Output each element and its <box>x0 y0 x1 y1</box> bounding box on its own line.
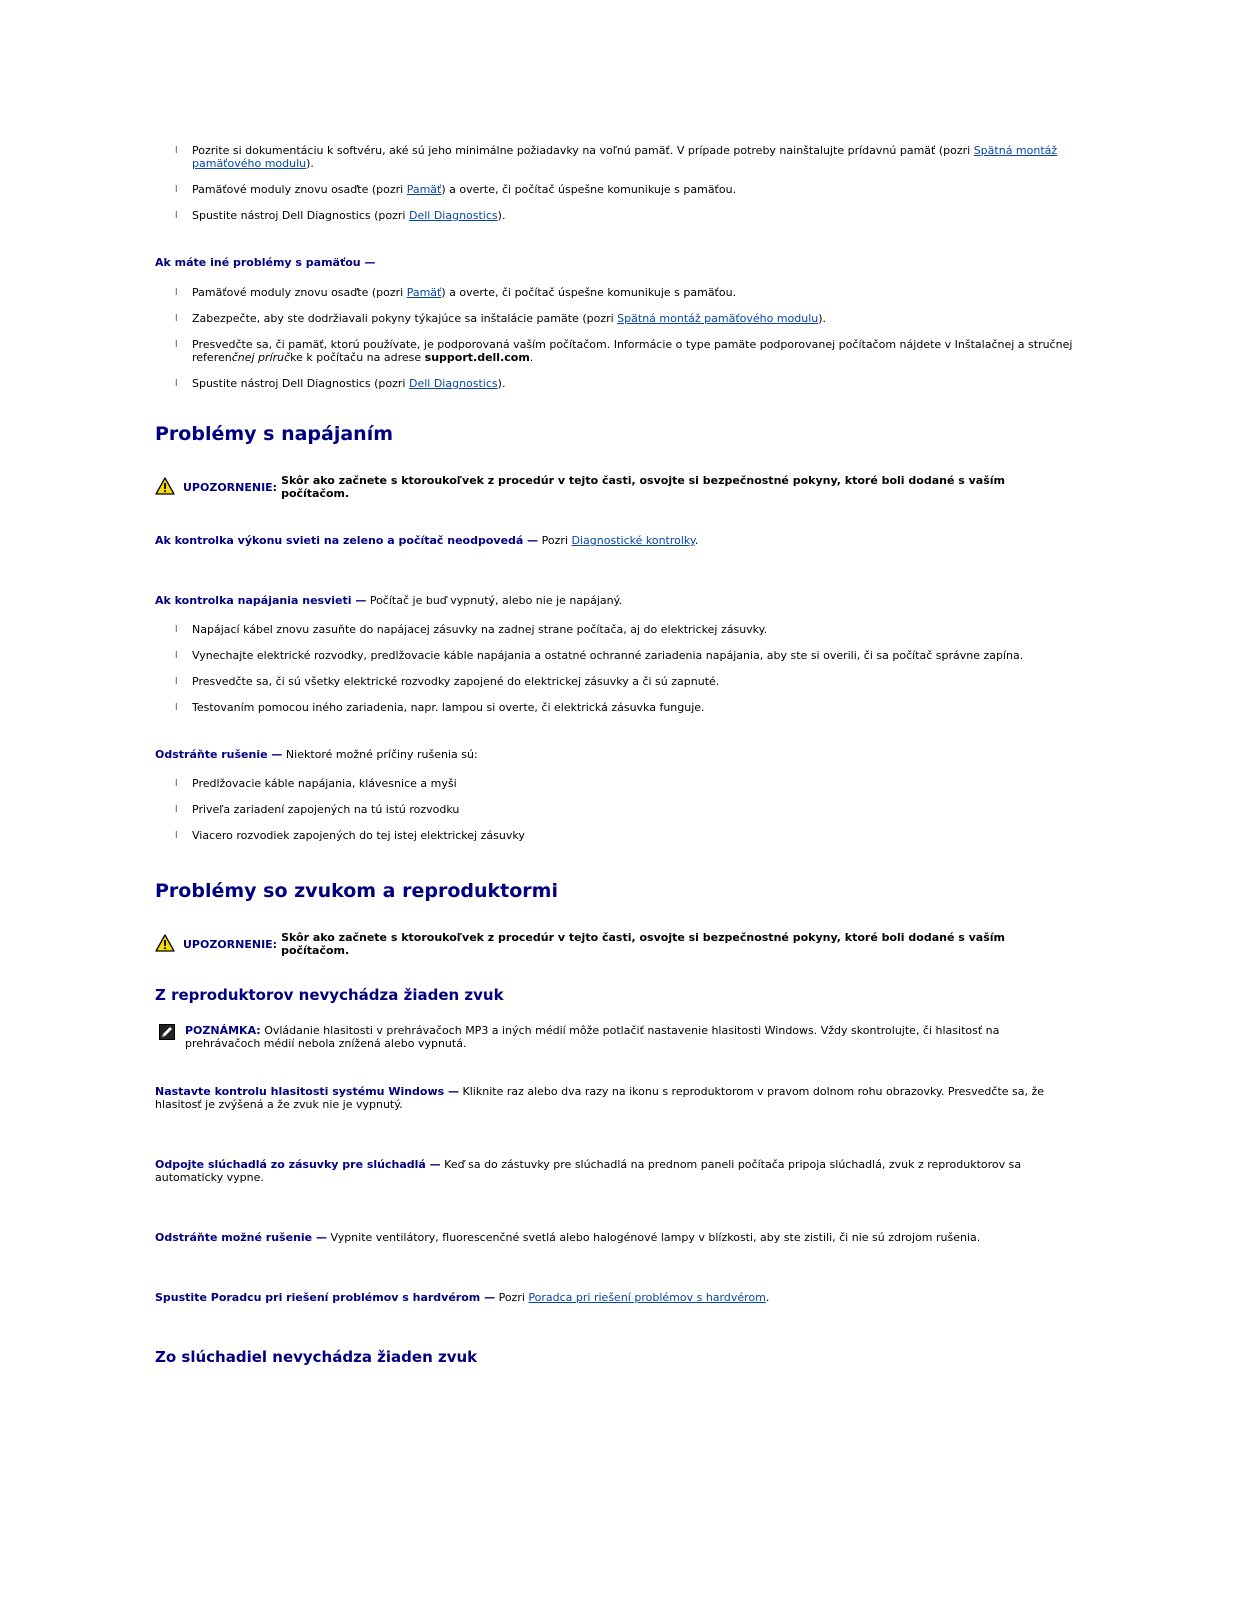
memory-bullet-list <box>155 144 1075 222</box>
no-headphone-sound-heading: Zo slúchadiel nevychádza žiaden zvuk <box>155 1348 478 1366</box>
interference-bullet-list <box>155 777 1075 842</box>
note-pencil-icon <box>159 1024 175 1043</box>
link-memory-module-replace[interactable]: Spätná montáž pamäťového modulu <box>617 312 819 325</box>
list-item: l Spustite nástroj Dell Diagnostics (pozri Dell Diagnostics). <box>175 209 506 222</box>
list-item: l Napájací kábel znovu zasuňte do napájacej zásuvky na zadnej strane počítača, aj do elektrickej zásuvky. <box>175 623 768 636</box>
list-item: l Predlžovacie káble napájania, klávesnice a myši <box>175 777 457 790</box>
list-item: l Zabezpečte, aby ste dodržiavali pokyny týkajúce sa inštalácie pamäte (pozri Spätná montáž pamäťového modulu). <box>175 312 827 325</box>
other-memory-lead: Ak máte iné problémy s pamäťou — <box>155 256 376 269</box>
warning-icon <box>155 477 175 498</box>
interference-paragraph: Odstráňte rušenie — Niektoré možné príčiny rušenia sú: <box>155 748 478 761</box>
bullet-marker: l <box>175 314 178 324</box>
sound-caution: UPOZORNENIE: Skôr ako začnete s ktoroukoľvek z procedúr v tejto časti, osvojte si bezpečnostné pokyny, ktoré boli dodané s vaším počítačom. <box>155 931 1075 957</box>
bullet-marker: l <box>175 677 178 687</box>
link-dell-diagnostics[interactable]: Dell Diagnostics <box>408 209 498 222</box>
other-memory-bullet-list <box>155 286 1075 390</box>
bullet-marker: l <box>175 703 178 713</box>
hardware-troubleshooter-paragraph: Spustite Poradcu pri riešení problémov s hardvérom — Pozri Poradca pri riešení problémov s hardvérom. <box>155 1291 770 1304</box>
sound-interference-paragraph: Odstráňte možné rušenie — Vypnite ventilátory, fluorescenčné svetlá alebo halogénové lampy v blízkosti, aby ste zistili, či nie sú zdrojom rušenia. <box>155 1231 981 1244</box>
link-memory[interactable]: Pamäť <box>406 286 442 299</box>
bullet-marker: l <box>175 625 178 635</box>
list-item: l Pamäťové moduly znovu osaďte (pozri Pamäť) a overte, či počítač úspešne komunikuje s pamäťou. <box>175 286 737 299</box>
bullet-marker: l <box>175 779 178 789</box>
list-item: l Pamäťové moduly znovu osaďte (pozri Pamäť) a overte, či počítač úspešne komunikuje s pamäťou. <box>175 183 737 196</box>
list-item: l Presvedčte sa, či pamäť, ktorú používate, je podporovaná vaším počítačom. Informácie o type pamäte podporovanej počítačom nájdete v Inštalačnej a stručnej referenčnej príručke k počítaču na adrese support.dell.com. <box>175 338 1073 364</box>
list-item: l Presvedčte sa, či sú všetky elektrické rozvodky zapojené do elektrickej zásuvky a či sú zapnuté. <box>175 675 720 688</box>
bullet-marker: l <box>175 146 178 156</box>
bullet-marker: l <box>175 340 178 350</box>
bullet-marker: l <box>175 831 178 841</box>
bullet-marker: l <box>175 379 178 389</box>
bullet-marker: l <box>175 185 178 195</box>
warning-icon <box>155 934 175 955</box>
power-off-bullet-list <box>155 623 1075 714</box>
list-item: l Viacero rozvodiek zapojených do tej istej elektrickej zásuvky <box>175 829 525 842</box>
list-item: l Spustite nástroj Dell Diagnostics (pozri Dell Diagnostics). <box>175 377 506 390</box>
windows-volume-paragraph: Nastavte kontrolu hlasitosti systému Windows — Kliknite raz alebo dva razy na ikonu s reproduktorom v pravom dolnom rohu obrazovky. Presvedčte sa, že hlasitosť je zvýšená a že zvuk nie je vypnutý. <box>155 1085 1045 1111</box>
bullet-marker: l <box>175 288 178 298</box>
link-memory-module-replace[interactable]: Spätná montáž pamäťového modulu <box>192 144 1058 170</box>
power-off-paragraph: Ak kontrolka napájania nesvieti — Počítač je buď vypnutý, alebo nie je napájaný. <box>155 594 623 607</box>
list-item: l Priveľa zariadení zapojených na tú istú rozvodku <box>175 803 460 816</box>
bullet-marker: l <box>175 805 178 815</box>
link-hardware-troubleshooter[interactable]: Poradca pri riešení problémov s hardvérom <box>528 1291 766 1304</box>
bullet-marker: l <box>175 211 178 221</box>
link-dell-diagnostics[interactable]: Dell Diagnostics <box>408 377 498 390</box>
list-item: l Pozrite si dokumentáciu k softvéru, aké sú jeho minimálne požiadavky na voľnú pamäť. V prípade potreby nainštalujte prídavnú pamäť (pozri Spätná montáž pamäťového modulu). <box>175 144 1058 170</box>
no-speaker-sound-heading: Z reproduktorov nevychádza žiaden zvuk <box>155 986 504 1004</box>
support-site-text: support.dell.com <box>424 351 530 364</box>
volume-note: POZNÁMKA: Ovládanie hlasitosti v prehrávačoch MP3 a iných médií môže potlačiť nastavenie hlasitosti Windows. Vždy skontrolujte, či hlasitosť na prehrávačoch médií nebola znížená alebo vypnutá. <box>155 1024 1075 1050</box>
sound-heading: Problémy so zvukom a reproduktormi <box>155 880 558 902</box>
power-heading: Problémy s napájaním <box>155 423 394 445</box>
power-green-paragraph: Ak kontrolka výkonu svieti na zeleno a počítač neodpovedá — Pozri Diagnostické kontrolky. <box>155 534 699 547</box>
link-diagnostic-lights[interactable]: Diagnostické kontrolky <box>571 534 695 547</box>
headphones-paragraph: Odpojte slúchadlá zo zásuvky pre slúchadlá — Keď sa do zástuvky pre slúchadlá na prednom paneli počítača pripoja slúchadlá, zvuk z reproduktorov sa automaticky vypne. <box>155 1158 1022 1184</box>
list-item: l Vynechajte elektrické rozvodky, predlžovacie káble napájania a ostatné ochranné zariadenia napájania, aby ste si overili, či sa počítač správne zapína. <box>175 649 1024 662</box>
bullet-marker: l <box>175 651 178 661</box>
list-item: l Testovaním pomocou iného zariadenia, napr. lampou si overte, či elektrická zásuvka funguje. <box>175 701 705 714</box>
document-page <box>155 144 1075 1366</box>
power-caution: UPOZORNENIE: Skôr ako začnete s ktoroukoľvek z procedúr v tejto časti, osvojte si bezpečnostné pokyny, ktoré boli dodané s vaším počítačom. <box>155 474 1075 500</box>
link-memory[interactable]: Pamäť <box>406 183 442 196</box>
